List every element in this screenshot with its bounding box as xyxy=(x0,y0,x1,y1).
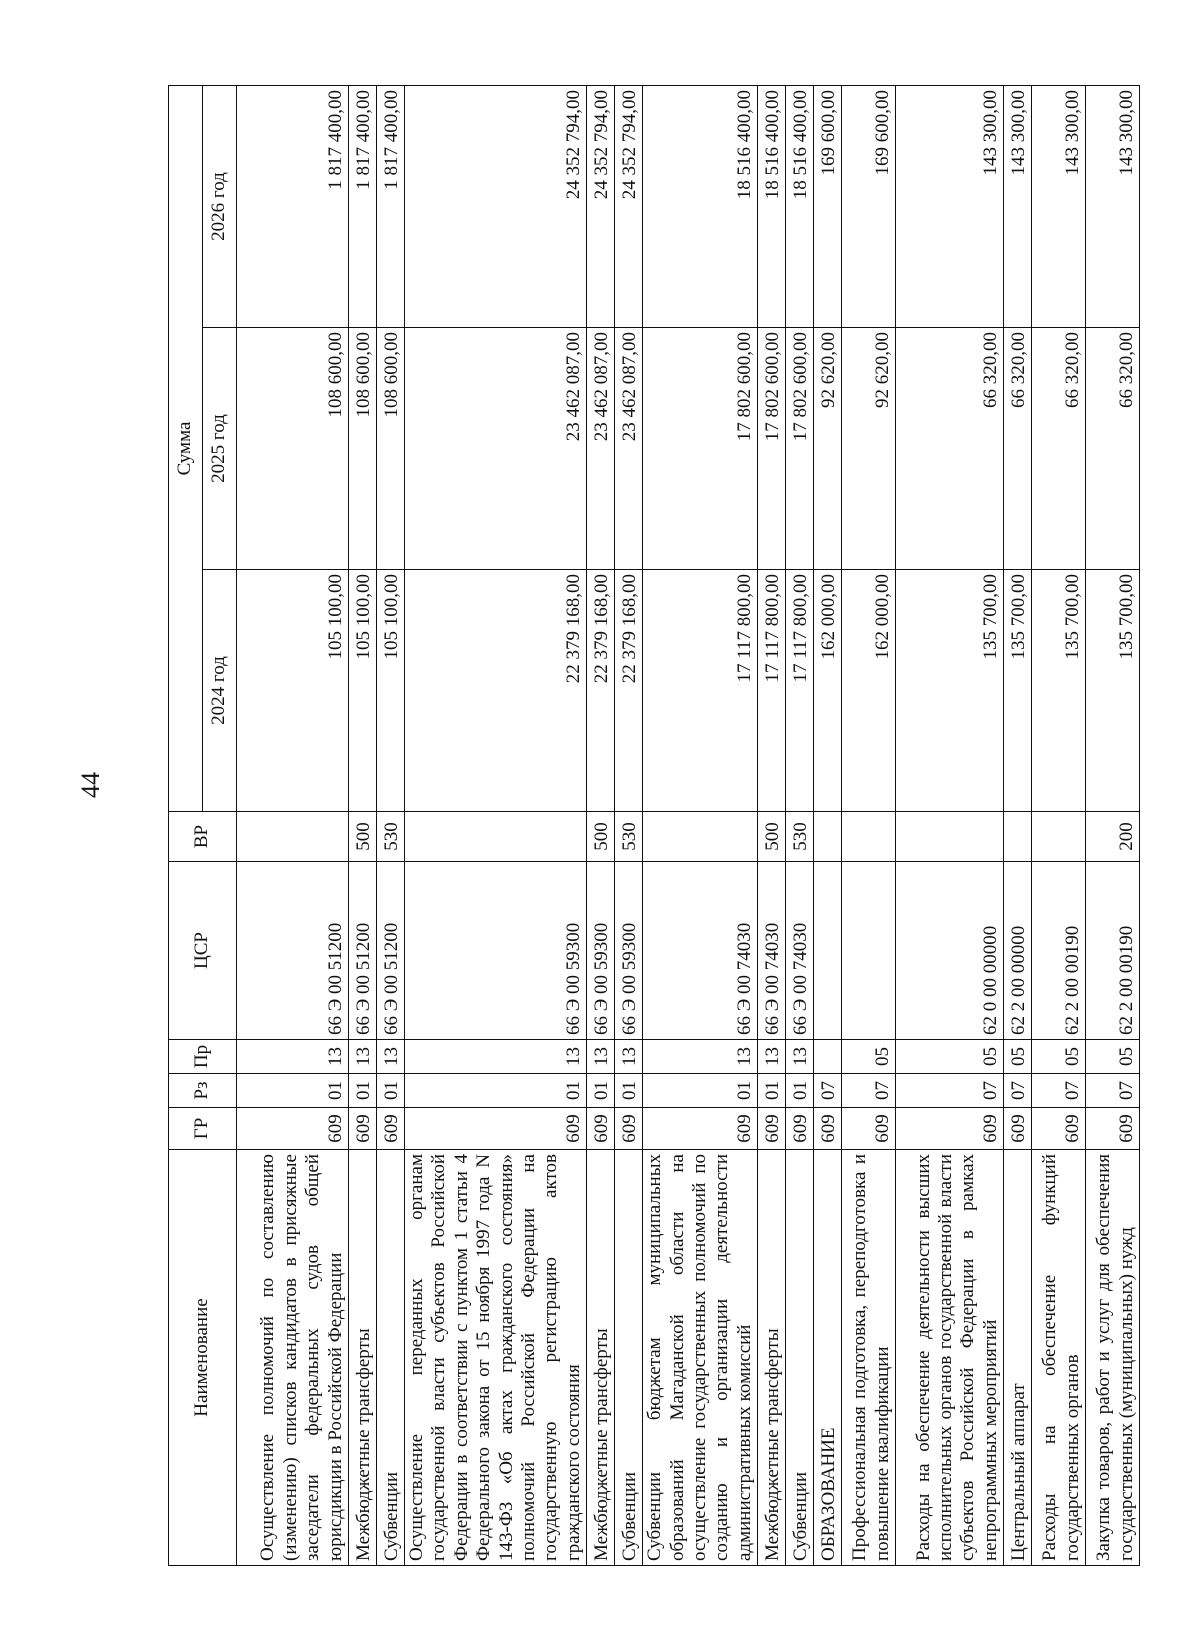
row-csr: 66 Э 00 74030 xyxy=(786,862,814,1040)
row-2024: 105 100,00 xyxy=(237,570,349,812)
row-rz: 07 xyxy=(842,1074,896,1108)
row-2024: 17 117 800,00 xyxy=(758,570,786,812)
row-2024: 135 700,00 xyxy=(1032,570,1086,812)
row-gr: 609 xyxy=(896,1108,1004,1150)
row-2025: 108 600,00 xyxy=(377,328,405,570)
row-name: Межбюджетные трансферты xyxy=(587,1150,615,1566)
row-vr: 500 xyxy=(587,812,615,862)
table-row xyxy=(786,86,814,1566)
header-2025: 2025 год xyxy=(203,328,237,570)
table-row xyxy=(896,86,1004,1566)
row-2026: 24 352 794,00 xyxy=(587,86,615,328)
header-gr: ГР xyxy=(169,1108,237,1150)
row-2026: 1 817 400,00 xyxy=(237,86,349,328)
row-2026: 18 516 400,00 xyxy=(758,86,786,328)
row-2024: 17 117 800,00 xyxy=(786,570,814,812)
row-2025: 108 600,00 xyxy=(237,328,349,570)
row-2025: 17 802 600,00 xyxy=(758,328,786,570)
row-pr: 13 xyxy=(587,1040,615,1074)
row-2026: 169 600,00 xyxy=(814,86,842,328)
row-vr: 200 xyxy=(1086,812,1140,862)
row-pr: 05 xyxy=(842,1040,896,1074)
row-pr: 13 xyxy=(786,1040,814,1074)
row-rz: 07 xyxy=(896,1074,1004,1108)
row-name: Субвенции xyxy=(786,1150,814,1566)
row-2025: 23 462 087,00 xyxy=(405,328,587,570)
row-name: Межбюджетные трансферты xyxy=(758,1150,786,1566)
row-rz: 01 xyxy=(349,1074,377,1108)
row-vr: 530 xyxy=(377,812,405,862)
table-row xyxy=(377,86,405,1566)
row-pr: 13 xyxy=(643,1040,758,1074)
row-gr: 609 xyxy=(349,1108,377,1150)
row-csr: 66 Э 00 51200 xyxy=(349,862,377,1040)
row-gr: 609 xyxy=(615,1108,643,1150)
row-csr: 62 2 00 00190 xyxy=(1086,862,1140,1040)
row-csr: 66 Э 00 74030 xyxy=(758,862,786,1040)
row-2025: 108 600,00 xyxy=(349,328,377,570)
row-name: Профессиональная подготовка, переподготовка и повышение квалификации xyxy=(842,1150,896,1566)
row-vr: 530 xyxy=(786,812,814,862)
row-vr: 500 xyxy=(758,812,786,862)
row-vr xyxy=(1032,812,1086,862)
row-csr xyxy=(842,862,896,1040)
row-csr: 62 2 00 00190 xyxy=(1032,862,1086,1040)
row-rz: 01 xyxy=(786,1074,814,1108)
row-2025: 92 620,00 xyxy=(842,328,896,570)
row-pr: 13 xyxy=(237,1040,349,1074)
row-gr: 609 xyxy=(1032,1108,1086,1150)
row-2026: 169 600,00 xyxy=(842,86,896,328)
row-rz: 07 xyxy=(1032,1074,1086,1108)
row-2026: 24 352 794,00 xyxy=(405,86,587,328)
header-vr: ВР xyxy=(169,812,237,862)
row-rz: 07 xyxy=(1004,1074,1032,1108)
row-2024: 162 000,00 xyxy=(842,570,896,812)
row-rz: 01 xyxy=(405,1074,587,1108)
row-gr: 609 xyxy=(587,1108,615,1150)
row-pr: 13 xyxy=(615,1040,643,1074)
header-name: Наименование xyxy=(169,1150,237,1566)
row-vr: 530 xyxy=(615,812,643,862)
row-csr: 66 Э 00 51200 xyxy=(377,862,405,1040)
table-row xyxy=(615,86,643,1566)
row-2024: 105 100,00 xyxy=(349,570,377,812)
row-csr: 66 Э 00 59300 xyxy=(405,862,587,1040)
row-pr: 05 xyxy=(1004,1040,1032,1074)
row-csr: 66 Э 00 51200 xyxy=(237,862,349,1040)
row-2024: 22 379 168,00 xyxy=(405,570,587,812)
row-2025: 66 320,00 xyxy=(1086,328,1140,570)
row-name: Закупка товаров, работ и услуг для обеспечения государственных (муниципальных) нужд xyxy=(1086,1150,1140,1566)
row-gr: 609 xyxy=(1086,1108,1140,1150)
table-row xyxy=(758,86,786,1566)
row-vr xyxy=(405,812,587,862)
row-2026: 1 817 400,00 xyxy=(349,86,377,328)
table-row xyxy=(1086,86,1140,1566)
row-pr: 13 xyxy=(349,1040,377,1074)
budget-table xyxy=(168,85,1140,1566)
row-2024: 22 379 168,00 xyxy=(587,570,615,812)
row-2026: 143 300,00 xyxy=(1032,86,1086,328)
row-pr: 13 xyxy=(405,1040,587,1074)
row-2025: 23 462 087,00 xyxy=(615,328,643,570)
row-2025: 66 320,00 xyxy=(1004,328,1032,570)
row-2024: 135 700,00 xyxy=(1086,570,1140,812)
row-name: Осуществление полномочий по составлению (изменению) списков кандидатов в присяжные заседатели федеральных судов общей юрисдикции в Российской Федерации xyxy=(237,1150,349,1566)
page-number: 44 xyxy=(76,772,105,798)
row-name: ОБРАЗОВАНИЕ xyxy=(814,1150,842,1566)
row-csr: 66 Э 00 74030 xyxy=(643,862,758,1040)
row-vr: 500 xyxy=(349,812,377,862)
row-vr xyxy=(896,812,1004,862)
row-2025: 66 320,00 xyxy=(1032,328,1086,570)
header-2024: 2024 год xyxy=(203,570,237,812)
row-2025: 92 620,00 xyxy=(814,328,842,570)
row-rz: 07 xyxy=(814,1074,842,1108)
table-row xyxy=(1032,86,1086,1566)
row-gr: 609 xyxy=(814,1108,842,1150)
header-sum: Сумма xyxy=(169,86,203,812)
row-csr xyxy=(814,862,842,1040)
row-pr: 05 xyxy=(896,1040,1004,1074)
row-gr: 609 xyxy=(643,1108,758,1150)
row-vr xyxy=(842,812,896,862)
table-row xyxy=(405,86,587,1566)
row-pr: 05 xyxy=(1086,1040,1140,1074)
row-rz: 01 xyxy=(615,1074,643,1108)
row-2026: 1 817 400,00 xyxy=(377,86,405,328)
row-gr: 609 xyxy=(842,1108,896,1150)
row-name: Субвенции бюджетам муниципальных образований Магаданской области на осуществление государственных полномочий по созданию и организации деятельности административных комиссий xyxy=(643,1150,758,1566)
row-csr: 66 Э 00 59300 xyxy=(587,862,615,1040)
row-vr xyxy=(237,812,349,862)
row-name: Расходы на обеспечение деятельности высших исполнительных органов государственной власти субъектов Российской Федерации в рамках непрограммных мероприятий xyxy=(896,1150,1004,1566)
row-rz: 01 xyxy=(237,1074,349,1108)
row-2024: 162 000,00 xyxy=(814,570,842,812)
row-pr: 05 xyxy=(1032,1040,1086,1074)
row-rz: 01 xyxy=(587,1074,615,1108)
row-name: Расходы на обеспечение функций государственных органов xyxy=(1032,1150,1086,1566)
header-csr: ЦСР xyxy=(169,862,237,1040)
row-2026: 18 516 400,00 xyxy=(643,86,758,328)
row-vr xyxy=(814,812,842,862)
header-pr: Пр xyxy=(169,1040,237,1074)
row-2026: 143 300,00 xyxy=(1004,86,1032,328)
row-vr xyxy=(643,812,758,862)
row-gr: 609 xyxy=(786,1108,814,1150)
row-gr: 609 xyxy=(237,1108,349,1150)
row-name: Субвенции xyxy=(377,1150,405,1566)
row-2026: 143 300,00 xyxy=(896,86,1004,328)
table-row xyxy=(643,86,758,1566)
row-rz: 01 xyxy=(758,1074,786,1108)
table-row xyxy=(587,86,615,1566)
row-pr: 13 xyxy=(758,1040,786,1074)
row-2024: 135 700,00 xyxy=(1004,570,1032,812)
row-rz: 01 xyxy=(643,1074,758,1108)
row-2026: 18 516 400,00 xyxy=(786,86,814,328)
row-2025: 23 462 087,00 xyxy=(587,328,615,570)
table-row xyxy=(1004,86,1032,1566)
row-name: Межбюджетные трансферты xyxy=(349,1150,377,1566)
row-name: Субвенции xyxy=(615,1150,643,1566)
table-row xyxy=(237,86,349,1566)
row-rz: 07 xyxy=(1086,1074,1140,1108)
header-2026: 2026 год xyxy=(203,86,237,328)
row-csr: 62 0 00 00000 xyxy=(896,862,1004,1040)
row-2025: 66 320,00 xyxy=(896,328,1004,570)
row-pr xyxy=(814,1040,842,1074)
rotated-table-container xyxy=(168,86,1137,1566)
row-name: Осуществление переданных органам государственной власти субъектов Российской Федерации в соответствии с пунктом 1 статьи 4 Федерального закона от 15 ноября 1997 года N 143-ФЗ «Об актах гражданского состояния» полномочий Российской Федерации на государственную регистрацию актов гражданского состояния xyxy=(405,1150,587,1566)
row-csr: 66 Э 00 59300 xyxy=(615,862,643,1040)
row-rz: 01 xyxy=(377,1074,405,1108)
row-gr: 609 xyxy=(377,1108,405,1150)
row-gr: 609 xyxy=(405,1108,587,1150)
row-2024: 135 700,00 xyxy=(896,570,1004,812)
row-2026: 24 352 794,00 xyxy=(615,86,643,328)
row-vr xyxy=(1004,812,1032,862)
row-2025: 17 802 600,00 xyxy=(643,328,758,570)
header-rz: Рз xyxy=(169,1074,237,1108)
row-gr: 609 xyxy=(1004,1108,1032,1150)
row-2024: 22 379 168,00 xyxy=(615,570,643,812)
row-pr: 13 xyxy=(377,1040,405,1074)
row-2024: 105 100,00 xyxy=(377,570,405,812)
row-2024: 17 117 800,00 xyxy=(643,570,758,812)
row-csr: 62 2 00 00000 xyxy=(1004,862,1032,1040)
row-2026: 143 300,00 xyxy=(1086,86,1140,328)
row-name: Центральный аппарат xyxy=(1004,1150,1032,1566)
table-row xyxy=(814,86,842,1566)
table-row xyxy=(349,86,377,1566)
row-2025: 17 802 600,00 xyxy=(786,328,814,570)
row-gr: 609 xyxy=(758,1108,786,1150)
table-row xyxy=(842,86,896,1566)
